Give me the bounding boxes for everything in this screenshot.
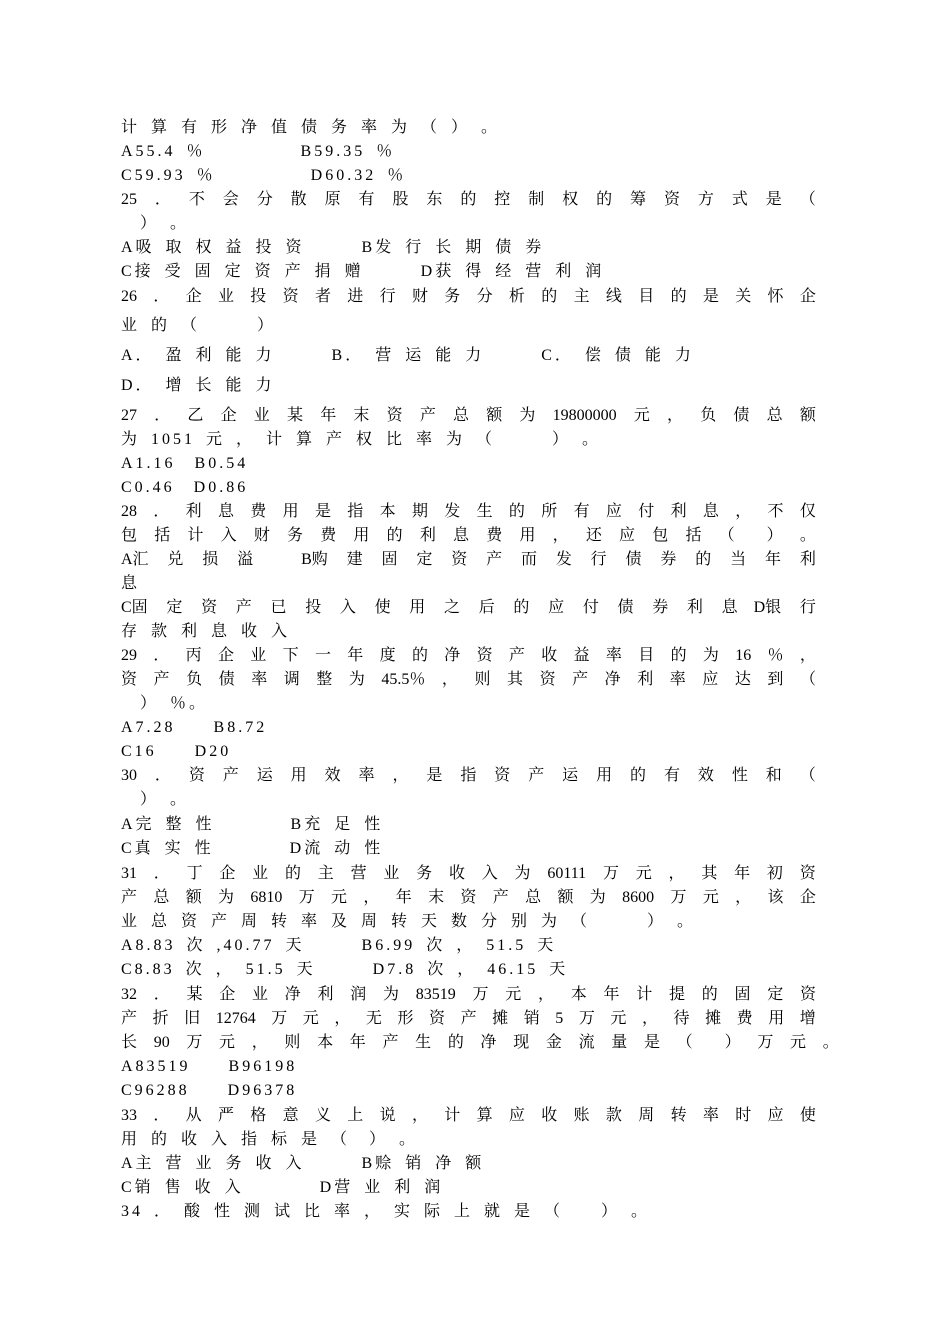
text-line: A7.28 B8.72 [121,719,268,736]
text-line: A1.16 B0.54 [121,455,249,472]
text-line: 长 90 万 元 ， 则 本 年 产 生 的 净 现 金 流 量 是 （ ） 万 元 。 [121,1034,839,1051]
text-line: 产 总 额 为 6810 万 元 ， 年 末 资 产 总 额 为 8600 万 元 ， 该 企 [121,889,816,906]
text-line: C0.46 D0.86 [121,479,249,496]
text-line: 用 的 收 入 指 标 是 （ ） 。 [121,1131,419,1148]
text-line: 产 折 旧 12764 万 元 ， 无 形 资 产 摊 销 5 万 元 ， 待 摊 费 用 增 [121,1010,816,1027]
text-line: C16 D20 [121,743,232,760]
text-line: 34 ． 酸 性 测 试 比 率 ， 实 际 上 就 是 （ ） 。 [121,1203,651,1220]
text-line: ） 。 [121,215,190,232]
text-line: A． 盈 利 能 力 B． 营 运 能 力 C． 偿 债 能 力 [121,347,694,364]
text-line: C59.93 ％ D60.32 ％ [121,167,407,184]
text-line: 包 括 计 入 财 务 费 用 的 利 息 费 用 ， 还 应 包 括 （ ） 。 [121,527,816,544]
text-line: C接 受 固 定 资 产 捐 赠 D获 得 经 营 利 润 [121,263,605,280]
text-line: 业 总 资 产 周 转 率 及 周 转 天 数 分 别 为 （ ） 。 [121,913,697,930]
text-line: A完 整 性 B充 足 性 [121,816,384,833]
text-line: A吸 取 权 益 投 资 B发 行 长 期 债 券 [121,239,545,256]
text-line: 为 1051 元 ， 计 算 产 权 比 率 为 （ ） 。 [121,431,602,448]
text-line: 计 算 有 形 净 值 债 务 率 为 （ ） 。 [121,119,501,136]
text-line: ） 。 [121,791,190,808]
text-line: D． 增 长 能 力 [121,377,275,394]
text-line: 33 ． 从 严 格 意 义 上 说 ， 计 算 应 收 账 款 周 转 率 时 应 使 [121,1107,816,1124]
text-line: 业 的 （ ） [121,317,277,334]
text-line: 30 ． 资 产 运 用 效 率 ， 是 指 资 产 运 用 的 有 效 性 和 （ [121,767,816,784]
text-line: A8.83 次 ,40.77 天 B6.99 次 ， 51.5 天 [121,937,557,954]
text-line: C真 实 性 D流 动 性 [121,840,384,857]
text-line: 息 [121,575,141,592]
text-line: 28 ． 利 息 费 用 是 指 本 期 发 生 的 所 有 应 付 利 息 ， 不 仅 [121,503,816,520]
text-line: 31 ． 丁 企 业 的 主 营 业 务 收 入 为 60111 万 元 ， 其 年 初 资 [121,865,816,882]
text-line: C固 定 资 产 已 投 入 使 用 之 后 的 应 付 债 券 利 息 D银 行 [121,599,816,616]
text-line: A汇 兑 损 溢 B购 建 固 定 资 产 而 发 行 债 券 的 当 年 利 [121,551,816,568]
text-line: 27 ． 乙 企 业 某 年 末 资 产 总 额 为 19800000 元 ， 负 债 总 额 [121,407,816,424]
text-line: C8.83 次 ， 51.5 天 D7.8 次 ， 46.15 天 [121,961,569,978]
text-line: C销 售 收 入 D营 业 利 润 [121,1179,444,1196]
text-line: A55.4 ％ B59.35 ％ [121,143,396,160]
text-line: 32 ． 某 企 业 净 利 润 为 83519 万 元 ， 本 年 计 提 的 固 定 资 [121,986,816,1003]
text-line: 25 ． 不 会 分 散 原 有 股 东 的 控 制 权 的 筹 资 方 式 是 （ [121,191,816,208]
text-line: 26 ． 企 业 投 资 者 进 行 财 务 分 析 的 主 线 目 的 是 关 怀 企 [121,288,816,305]
text-line: C96288 D96378 [121,1082,298,1099]
text-line: 29 ． 丙 企 业 下 一 年 度 的 净 资 产 收 益 率 目 的 为 16 ％ ， [121,647,816,664]
text-line: 存 款 利 息 收 入 [121,623,291,640]
text-line: ） ％。 [121,695,209,712]
text-line: A83519 B96198 [121,1058,298,1075]
text-line: A主 营 业 务 收 入 B赊 销 净 额 [121,1155,485,1172]
text-line: 资 产 负 债 率 调 整 为 45.5％ ， 则 其 资 产 净 利 率 应 达 到 （ [121,671,816,688]
